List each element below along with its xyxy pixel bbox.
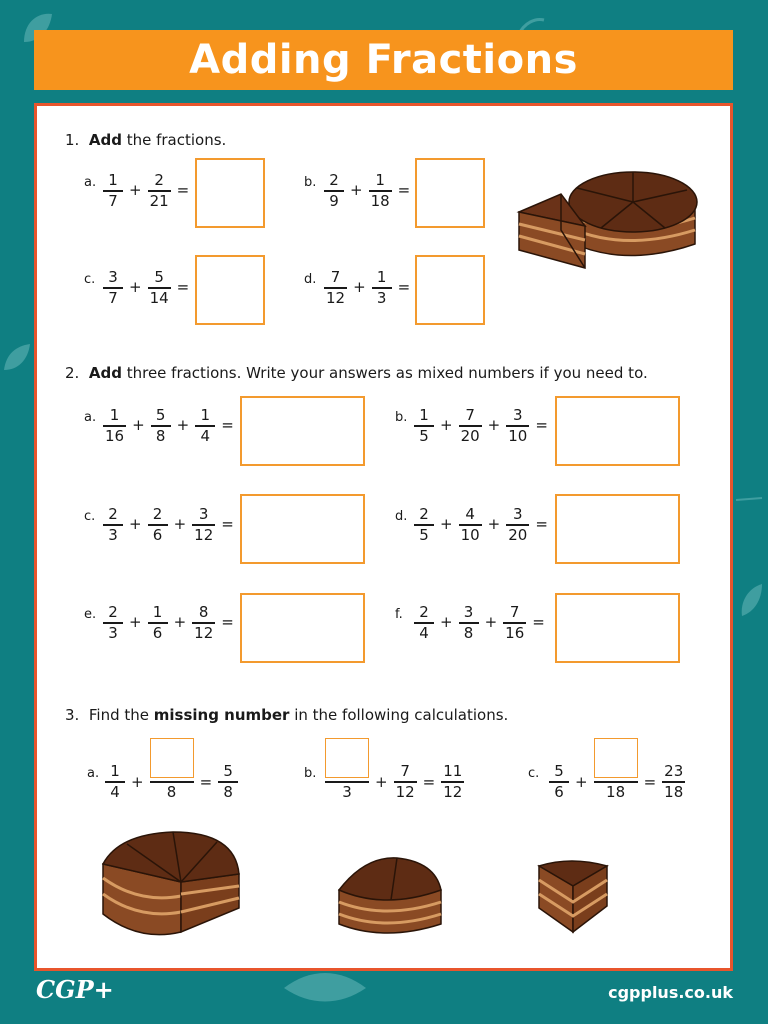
leaf-decoration-icon — [734, 490, 764, 510]
question-2-heading — [65, 364, 648, 382]
answer-box[interactable] — [555, 494, 680, 564]
heading-bold: Add — [88, 364, 122, 382]
answer-box[interactable] — [195, 158, 265, 228]
sum-expression: $\frac{1}{7}$ + $\frac{2}{21}$ = — [103, 172, 189, 210]
cgp-logo: CGP+ — [36, 975, 114, 1004]
fraction: $\frac{3}{12}$ — [194, 505, 214, 544]
fraction: $\frac{1}{5}$ — [414, 407, 434, 445]
fraction: $\frac{5}{8}$ — [218, 763, 238, 801]
fraction: $\frac{1}{16}$ — [105, 406, 125, 445]
fraction: $\frac{3}{7}$ — [103, 269, 123, 307]
fraction: $\frac{7}{12}$ — [395, 762, 415, 801]
heading-text: Find the — [88, 706, 154, 724]
fraction: $\frac{11}{12}$ — [443, 762, 463, 801]
sum-expression: $\frac{2}{9}$ + $\frac{1}{18}$ = — [324, 172, 410, 210]
page-title: Adding Fractions — [189, 37, 578, 83]
fraction: $\frac{1}{4}$ — [195, 407, 215, 445]
fraction: $\frac{2}{3}$ — [103, 506, 123, 544]
fraction: $\frac{5}{6}$ — [549, 763, 569, 801]
heading-text: the fractions. — [121, 131, 227, 149]
item-label: c. — [84, 509, 96, 524]
question-3-heading — [65, 706, 508, 724]
fraction: $\frac{2}{21}$ — [149, 171, 169, 210]
answer-box[interactable] — [415, 255, 485, 325]
sum-expression: $\frac{1}{16}$ + $\frac{5}{8}$ + $\frac{1}{4}$ = — [105, 406, 234, 445]
leaf-decoration-icon — [736, 580, 766, 620]
item-label: b. — [304, 766, 317, 781]
fraction: $\frac{3}{10}$ — [508, 406, 528, 445]
fraction: $\frac{7}{12}$ — [326, 268, 346, 307]
missing-number-box[interactable] — [594, 738, 638, 778]
fraction: $\frac{8}{12}$ — [194, 603, 214, 642]
question-number: 2. — [65, 364, 80, 382]
answer-box[interactable] — [195, 255, 265, 325]
fraction: $\frac{1}{6}$ — [148, 604, 168, 642]
fraction: $\frac{2}{9}$ — [324, 172, 344, 210]
fraction: $\frac{3}{20}$ — [508, 505, 528, 544]
heading-text: in the following calculations. — [289, 706, 509, 724]
fraction: $\frac{1}{18}$ — [370, 171, 390, 210]
fraction: $\frac{4}{10}$ — [460, 505, 480, 544]
website-url[interactable]: cgpplus.co.uk — [608, 983, 733, 1002]
item-label: a. — [84, 410, 97, 425]
fraction: $\frac{7}{20}$ — [460, 406, 480, 445]
fraction: $\frac{23}{18}$ — [664, 762, 684, 801]
item-label: a. — [87, 766, 100, 781]
answer-box[interactable] — [415, 158, 485, 228]
heading-bold: missing number — [153, 706, 290, 724]
sum-expression: $\frac{2}{4}$ + $\frac{3}{8}$ + $\frac{7}{16}$ = — [414, 604, 545, 642]
cake-slice-illustration — [535, 856, 611, 934]
half-cake-illustration — [335, 854, 447, 940]
sum-expression: $\frac{1}{5}$ + $\frac{7}{20}$ + $\frac{3}{10}$ = — [414, 407, 548, 445]
question-1-heading — [65, 131, 226, 149]
item-label: c. — [84, 272, 96, 287]
item-label: d. — [395, 509, 408, 524]
fraction: $\frac{1}{3}$ — [372, 269, 392, 307]
sum-expression: $\frac{3}{7}$ + $\frac{5}{14}$ = — [103, 269, 189, 307]
missing-number-box[interactable] — [150, 738, 194, 778]
answer-box[interactable] — [240, 396, 365, 466]
fraction-missing-numerator: 8 — [150, 738, 194, 801]
leaf-decoration-icon — [0, 340, 34, 374]
fraction: $\frac{1}{4}$ — [105, 763, 125, 801]
sum-expression: $\frac{2}{5}$ + $\frac{4}{10}$ + $\frac{3}{20}$ = — [414, 506, 548, 544]
fraction-missing-numerator: 18 — [594, 738, 638, 801]
item-label: e. — [84, 607, 97, 622]
item-label: b. — [395, 410, 408, 425]
sum-expression: $\frac{7}{12}$ + $\frac{1}{3}$ = — [326, 268, 411, 307]
fraction: $\frac{1}{7}$ — [103, 172, 123, 210]
answer-box[interactable] — [240, 494, 365, 564]
missing-number-expression: $\frac{5}{6}$ + 18 = $\frac{23}{18}$ — [549, 738, 685, 801]
title-banner — [34, 30, 733, 90]
fraction: $\frac{2}{5}$ — [414, 506, 434, 544]
fraction: $\frac{5}{14}$ — [149, 268, 169, 307]
item-label: d. — [304, 272, 317, 287]
answer-box[interactable] — [240, 593, 365, 663]
fraction: $\frac{2}{3}$ — [103, 604, 123, 642]
heading-bold: Add — [88, 131, 122, 149]
question-number: 1. — [65, 131, 80, 149]
fraction-missing-numerator: 3 — [325, 738, 369, 801]
fraction: $\frac{5}{8}$ — [151, 407, 171, 445]
cake-with-slice-illustration — [515, 164, 701, 288]
item-label: a. — [84, 175, 97, 190]
fraction: $\frac{7}{16}$ — [505, 603, 525, 642]
item-label: c. — [528, 766, 540, 781]
fraction: $\frac{3}{8}$ — [459, 604, 479, 642]
item-label: f. — [395, 607, 403, 622]
answer-box[interactable] — [555, 593, 680, 663]
fraction: $\frac{2}{6}$ — [148, 506, 168, 544]
large-cake-illustration — [99, 828, 247, 946]
sum-expression: $\frac{2}{3}$ + $\frac{2}{6}$ + $\frac{3}{12}$ = — [103, 506, 234, 544]
answer-box[interactable] — [555, 396, 680, 466]
missing-number-box[interactable] — [325, 738, 369, 778]
heading-text: three fractions. Write your answers as mixed numbers if you need to. — [121, 364, 648, 382]
leaf-decoration-icon — [280, 968, 370, 1008]
worksheet-panel — [34, 103, 733, 971]
item-label: b. — [304, 175, 317, 190]
fraction: $\frac{2}{4}$ — [414, 604, 434, 642]
missing-number-expression: 3 + $\frac{7}{12}$ = $\frac{11}{12}$ — [325, 738, 464, 801]
sum-expression: $\frac{2}{3}$ + $\frac{1}{6}$ + $\frac{8}{12}$ = — [103, 604, 234, 642]
missing-number-expression: $\frac{1}{4}$ + 8 = $\frac{5}{8}$ — [105, 738, 238, 801]
question-number: 3. — [65, 706, 80, 724]
